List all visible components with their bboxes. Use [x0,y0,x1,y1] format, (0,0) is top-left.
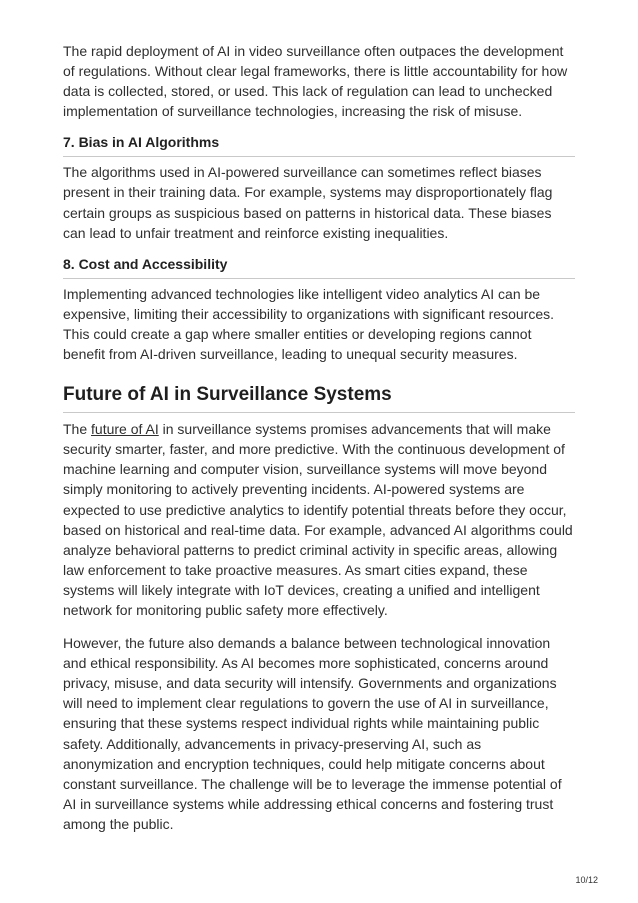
future-of-ai-link[interactable]: future of AI [91,421,159,438]
document-page [63,41,575,834]
section-body-cost: Implementing advanced technologies like intelligent video analytics AI can be expensive, limiting their accessibility to organizations with significant resources. This could create a gap where smaller entities or developing regions cannot benefit from AI-driven surveillance, leading to unequal security measures. [63,285,554,363]
future-paragraph-1-prefix: The [63,421,92,438]
section-heading-cost: 8. Cost and Accessibility [63,254,575,279]
future-paragraph-1 [63,419,575,620]
section-body-bias: The algorithms used in AI-powered surveillance can sometimes reflect biases present in their training data. For example, systems may disproportionately flag certain groups as suspicious based on patterns in historical data. These biases can lead to unfair treatment and reinforce existing inequalities. [63,164,553,241]
future-paragraph-1-rest: in surveillance systems promises advancements that will make security smarter, faster, and more predictive. With the continuous development of machine learning and computer vision, surveillance systems will move beyond simply monitoring to actively preventing incidents. AI-powered systems are expected to use predictive analytics to identify potential threats before they occur, based on historical and real-time data. For example, advanced AI algorithms could analyze behavioral patterns to predict criminal activity in specific areas, allowing law enforcement to take proactive measures. As smart cities expand, these systems will likely integrate with IoT devices, creating a unified and intelligent network for monitoring public safety more effectively. [63,421,573,618]
page-number: 10/12 [575,875,598,885]
section-heading-bias: 7. Bias in AI Algorithms [63,132,575,157]
section-heading-future: Future of AI in Surveillance Systems [63,383,575,413]
intro-paragraph: The rapid deployment of AI in video surveillance often outpaces the development of regulations. Without clear legal frameworks, there is little accountability for how data is collected, stored, or used. This lack of regulation can lead to unchecked implementation of surveillance technologies, increasing the risk of misuse. [63,43,568,120]
future-paragraph-2: However, the future also demands a balance between technological innovation and ethical responsibility. As AI becomes more sophisticated, concerns around privacy, misuse, and data security will intensify. Governments and organizations will need to implement clear regulations to govern the use of AI in surveillance, ensuring that these systems respect individual rights while maintaining public safety. Additionally, advancements in privacy-preserving AI, such as anonymization and encryption techniques, could help mitigate concerns about constant surveillance. The challenge will be to leverage the immense potential of AI in surveillance systems while addressing ethical concerns and fostering trust among the public. [63,635,562,832]
